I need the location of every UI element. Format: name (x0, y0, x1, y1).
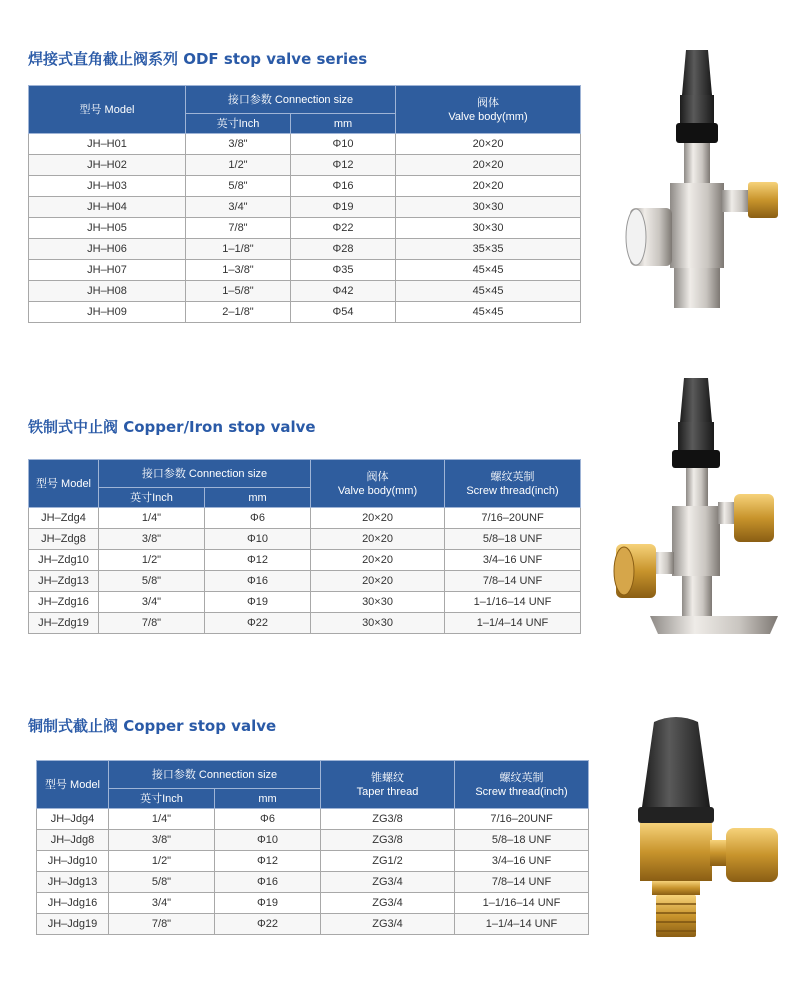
copper-iron-stop-valve-image (610, 372, 790, 647)
table-cell: 1–3/8" (186, 260, 291, 281)
table-cell: 7/8" (186, 218, 291, 239)
table-cell: JH–H06 (29, 239, 186, 260)
table-cell: Φ19 (205, 592, 311, 613)
table-cell: 20×20 (311, 550, 445, 571)
table-row (29, 176, 581, 197)
table-row (29, 571, 581, 592)
table-cell: 1–5/8" (186, 281, 291, 302)
table-cell: 30×30 (311, 592, 445, 613)
table-cell: 30×30 (396, 197, 581, 218)
table-cell: ZG3/8 (321, 809, 455, 830)
header-connection: 接口参数 Connection size (186, 86, 396, 114)
header-screw-thread-cn: 螺纹英制 (499, 771, 544, 784)
table-row (37, 809, 589, 830)
table-row (37, 914, 589, 935)
odf-spec-table (28, 85, 581, 323)
table-cell: JH–H04 (29, 197, 186, 218)
table-cell: 7/8–14 UNF (455, 872, 589, 893)
table-row (29, 529, 581, 550)
header-model: 型号 Model (29, 460, 99, 508)
section-title-copper-iron: 铁制式中止阀 Copper/Iron stop valve (28, 418, 316, 436)
table-cell: 5/8–18 UNF (445, 529, 581, 550)
table-cell: ZG3/4 (321, 914, 455, 935)
table-cell: Φ12 (291, 155, 396, 176)
table-cell: Φ12 (205, 550, 311, 571)
header-inch: 英寸Inch (99, 488, 205, 508)
table-cell: Φ10 (215, 830, 321, 851)
copper-iron-spec-table (28, 459, 581, 634)
table-cell: 7/8" (99, 613, 205, 634)
table-cell: 5/8" (109, 872, 215, 893)
table-cell: 3/4" (109, 893, 215, 914)
table-cell: Φ42 (291, 281, 396, 302)
table-row (37, 872, 589, 893)
table-cell: JH–Zdg4 (29, 508, 99, 529)
header-taper-thread-cn: 锥螺纹 (371, 771, 405, 784)
table-cell: 35×35 (396, 239, 581, 260)
header-valve-body (396, 86, 581, 134)
header-inch: 英寸Inch (109, 789, 215, 809)
table-row (29, 613, 581, 634)
header-taper-thread-en: Taper thread (356, 785, 419, 798)
table-cell: Φ10 (291, 134, 396, 155)
table-cell: JH–Jdg4 (37, 809, 109, 830)
table-cell: 20×20 (311, 571, 445, 592)
table-cell: 1–1/4–14 UNF (445, 613, 581, 634)
table-row (29, 239, 581, 260)
table-cell: Φ54 (291, 302, 396, 323)
table-cell: JH–Zdg8 (29, 529, 99, 550)
table-cell: 2–1/8" (186, 302, 291, 323)
table-cell: 45×45 (396, 302, 581, 323)
table-cell: 3/8" (99, 529, 205, 550)
header-screw-thread (445, 460, 581, 508)
section-title-odf: 焊接式直角截止阀系列 ODF stop valve series (28, 50, 368, 68)
header-valve-body-en: Valve body(mm) (337, 484, 418, 497)
table-cell: 20×20 (311, 508, 445, 529)
table-cell: Φ19 (215, 893, 321, 914)
table-row (37, 851, 589, 872)
table-cell: 1/2" (186, 155, 291, 176)
table-cell: 3/8" (109, 830, 215, 851)
table-cell: JH–Zdg13 (29, 571, 99, 592)
header-connection: 接口参数 Connection size (109, 761, 321, 789)
table-cell: JH–Zdg10 (29, 550, 99, 571)
table-cell: Φ28 (291, 239, 396, 260)
table-cell: ZG3/4 (321, 893, 455, 914)
table-cell: Φ22 (291, 218, 396, 239)
table-cell: 1–1/8" (186, 239, 291, 260)
table-row (29, 134, 581, 155)
table-cell: JH–H02 (29, 155, 186, 176)
table-cell: 45×45 (396, 281, 581, 302)
table-cell: 1–1/16–14 UNF (445, 592, 581, 613)
header-connection: 接口参数 Connection size (99, 460, 311, 488)
table-cell: 7/8" (109, 914, 215, 935)
table-row (37, 893, 589, 914)
table-cell: Φ16 (215, 872, 321, 893)
table-cell: JH–H08 (29, 281, 186, 302)
table-cell: Φ10 (205, 529, 311, 550)
table-cell: ZG3/8 (321, 830, 455, 851)
table-cell: ZG1/2 (321, 851, 455, 872)
table-cell: JH–Jdg13 (37, 872, 109, 893)
header-valve-body-cn: 阀体 (477, 96, 500, 109)
table-cell: Φ19 (291, 197, 396, 218)
table-cell: Φ16 (205, 571, 311, 592)
table-cell: 1–1/16–14 UNF (455, 893, 589, 914)
header-valve-body-cn: 阀体 (366, 470, 389, 483)
table-cell: 3/4" (99, 592, 205, 613)
header-screw-thread-cn: 螺纹英制 (490, 470, 535, 483)
header-screw-thread (455, 761, 589, 809)
table-cell: ZG3/4 (321, 872, 455, 893)
table-cell: JH–H07 (29, 260, 186, 281)
table-row (29, 550, 581, 571)
table-cell: JH–Jdg19 (37, 914, 109, 935)
table-cell: 3/4" (186, 197, 291, 218)
table-cell: 1/2" (109, 851, 215, 872)
table-cell: JH–Jdg10 (37, 851, 109, 872)
table-cell: 5/8" (186, 176, 291, 197)
header-model: 型号 Model (29, 86, 186, 134)
table-cell: Φ6 (205, 508, 311, 529)
header-taper-thread (321, 761, 455, 809)
table-cell: 5/8–18 UNF (455, 830, 589, 851)
table-cell: 20×20 (311, 529, 445, 550)
header-valve-body (311, 460, 445, 508)
odf-stop-valve-image (622, 40, 782, 320)
table-row (29, 592, 581, 613)
header-mm: mm (205, 488, 311, 508)
table-cell: 1/4" (99, 508, 205, 529)
table-cell: 20×20 (396, 176, 581, 197)
table-cell: JH–Jdg16 (37, 893, 109, 914)
table-row (29, 197, 581, 218)
header-mm: mm (215, 789, 321, 809)
header-model: 型号 Model (37, 761, 109, 809)
header-mm: mm (291, 114, 396, 134)
table-cell: 1–1/4–14 UNF (455, 914, 589, 935)
table-row (29, 302, 581, 323)
copper-spec-table (36, 760, 589, 935)
table-cell: JH–H03 (29, 176, 186, 197)
table-cell: 30×30 (311, 613, 445, 634)
table-cell: 30×30 (396, 218, 581, 239)
table-cell: 1/2" (99, 550, 205, 571)
header-valve-body-en: Valve body(mm) (448, 110, 528, 123)
table-cell: 7/16–20UNF (445, 508, 581, 529)
table-row (29, 218, 581, 239)
table-cell: Φ35 (291, 260, 396, 281)
table-cell: Φ22 (215, 914, 321, 935)
table-cell: Φ16 (291, 176, 396, 197)
table-row (37, 830, 589, 851)
table-cell: 7/8–14 UNF (445, 571, 581, 592)
table-cell: 3/8" (186, 134, 291, 155)
table-cell: 7/16–20UNF (455, 809, 589, 830)
table-cell: Φ6 (215, 809, 321, 830)
table-row (29, 281, 581, 302)
header-screw-thread-en: Screw thread(inch) (475, 785, 568, 798)
table-cell: JH–Zdg16 (29, 592, 99, 613)
table-cell: 3/4–16 UNF (445, 550, 581, 571)
table-cell: 5/8" (99, 571, 205, 592)
table-row (29, 155, 581, 176)
header-inch: 英寸Inch (186, 114, 291, 134)
table-cell: JH–Zdg19 (29, 613, 99, 634)
table-cell: 45×45 (396, 260, 581, 281)
table-cell: JH–Jdg8 (37, 830, 109, 851)
header-screw-thread-en: Screw thread(inch) (466, 484, 559, 497)
table-cell: 20×20 (396, 134, 581, 155)
table-cell: 1/4" (109, 809, 215, 830)
table-cell: JH–H01 (29, 134, 186, 155)
table-cell: Φ12 (215, 851, 321, 872)
table-row (29, 260, 581, 281)
table-row (29, 508, 581, 529)
table-cell: JH–H05 (29, 218, 186, 239)
section-title-copper: 铜制式截止阀 Copper stop valve (28, 717, 277, 735)
copper-stop-valve-image (618, 712, 788, 952)
table-cell: Φ22 (205, 613, 311, 634)
table-cell: JH–H09 (29, 302, 186, 323)
table-cell: 3/4–16 UNF (455, 851, 589, 872)
table-cell: 20×20 (396, 155, 581, 176)
